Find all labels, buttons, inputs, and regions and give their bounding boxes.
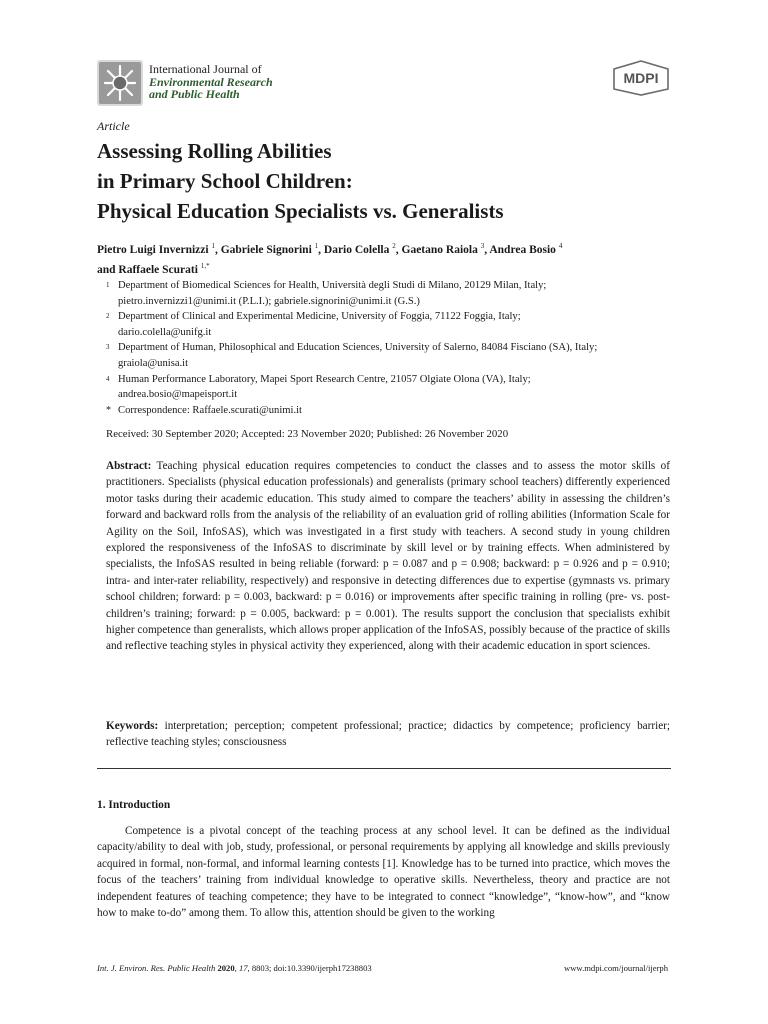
publication-dates: Received: 30 September 2020; Accepted: 23 November 2020; Published: 26 November 2020	[106, 428, 509, 440]
affiliation-number: 1	[106, 281, 110, 289]
affiliation-line: Human Performance Laboratory, Mapei Sport Research Centre, 21057 Olgiate Olona (VA), Italy;	[118, 373, 531, 385]
affiliation-item	[97, 278, 677, 309]
correspondence-mark: *	[106, 404, 111, 416]
keywords-label: Keywords:	[106, 720, 159, 732]
footer-journal-url[interactable]: www.mdpi.com/journal/ijerph	[564, 963, 668, 973]
footer-citation: Int. J. Environ. Res. Public Health 2020, 17, 8803; doi:10.3390/ijerph17238803	[97, 963, 372, 973]
journal-name-line2: Environmental Research	[149, 74, 273, 89]
author-name: and Raffaele Scurati	[97, 264, 198, 277]
footer-doi: , 8803; doi:10.3390/ijerph17238803	[247, 963, 372, 973]
author-name: Dario Colella	[323, 243, 390, 256]
journal-name-line3: and Public Health	[149, 87, 240, 101]
article-title	[97, 136, 677, 226]
section-heading: 1. Introduction	[97, 799, 171, 811]
affiliation-email[interactable]: graiola@unisa.it	[118, 357, 189, 369]
abstract-label: Abstract:	[106, 460, 152, 472]
author-affiliation-mark: 1	[211, 242, 215, 250]
footer-year: 2020	[217, 963, 235, 973]
affiliation-item	[97, 309, 677, 340]
title-line3: Physical Education Specialists vs. Generalists	[97, 199, 504, 223]
title-line2: in Primary School Children:	[97, 169, 353, 193]
author-affiliation-mark: 1,*	[200, 262, 210, 271]
journal-name	[149, 63, 273, 101]
mdpi-logo-icon	[611, 60, 671, 96]
author-separator: ,	[318, 243, 324, 256]
journal-logo-icon	[97, 60, 143, 106]
article-type: Article	[97, 119, 130, 133]
affiliation-number: 4	[106, 374, 110, 383]
mdpi-logo-text: MDPI	[623, 70, 659, 86]
section-divider	[97, 768, 671, 769]
footer-journal-abbrev: Int. J. Environ. Res. Public Health	[97, 963, 216, 973]
author-affiliation-mark: 3	[480, 242, 485, 250]
affiliation-line: Department of Biomedical Sciences for Health, Università degli Studi di Milano, 20129 Milan, Italy;	[118, 280, 547, 291]
affiliation-email[interactable]: dario.colella@unifg.it	[118, 326, 212, 338]
affiliation-list	[97, 278, 677, 418]
affiliation-email[interactable]: pietro.invernizzi1@unimi.it (P.L.I.); gabriele.signorini@unimi.it (G.S.)	[118, 295, 420, 307]
author-affiliation-mark: 2	[392, 242, 396, 250]
title-line1: Assessing Rolling Abilities	[97, 139, 332, 163]
author-affiliation-mark: 4	[558, 242, 563, 250]
affiliation-line: Department of Human, Philosophical and Education Sciences, University of Salerno, 84084 Fisciano (SA), Italy;	[118, 342, 598, 354]
footer-volume: 17	[238, 963, 248, 973]
affiliation-email[interactable]: andrea.bosio@mapeisport.it	[118, 389, 238, 401]
author-name: Gabriele Signorini	[220, 243, 312, 256]
introduction-paragraph: Competence is a pivotal concept of the teaching process at any school level. It can be defined as the individual capacity/ability to deal with job, study, professional, or personal requirements by applying all knowledge and skills previously acquired in formal, non-formal, and informal learning contests [1]. Knowledge has to be turned into practice, which moves the focus of the teachers’ training from individual knowledge to operative skills. Nevertheless, theory and practice are not independent features of teaching competence; they have to be integrated to connect “knowledge”, “know-how”, and “know how to make to-do” among them. To allow this, attention should be given to the working	[97, 825, 670, 920]
keywords	[106, 718, 670, 751]
correspondence-email[interactable]: Correspondence: Raffaele.scurati@unimi.it	[118, 404, 303, 416]
affiliation-number: 2	[106, 312, 110, 321]
author-separator: ,	[484, 243, 490, 256]
affiliation-item	[97, 340, 677, 371]
author-name: Pietro Luigi Invernizzi	[97, 243, 209, 256]
author-separator: ,	[214, 243, 221, 256]
abstract-text: Teaching physical education requires competencies to conduct the classes and to assess the motor skills of practitioners. Specialists (physical education professionals) and generalists (primary school teachers) differently experienced motor tasks during their academic education. This study aimed to compare the teachers’ ability in assessing the children’s forward and backward rolls from the analysis of the reliability of an evaluation grid of rolling abilities (Information Scale for Agility on the Soil, InfoSAS), which was investigated in a first study with teachers. A second study in young children explored the responsiveness of the InfoSAS to discriminate by skill level or by training effects. When administered by specialists, the InfoSAS resulted in being reliable (forward: p = 0.087 and p = 0.908; backward: p = 0.926 and p = 0.910; intra- and inter-rater reliability, respectively) and responsive in detecting differences due to expertise (gymnasts vs. primary school children; forward: p = 0.003, backward: p = 0.016) or improvements after specific training in rolling (pre- vs. post-children’s training; forward: p = 0.005, backward: p = 0.001). The results support the conclusion that specialists exhibit higher competence than generalists, which allows proper application of the InfoSAS, possibly because of the practice of skills and reflective teaching styles in physical activity they experienced, along with their academic education in sport sciences.	[106, 460, 670, 653]
correspondence	[97, 403, 677, 419]
affiliation-number: 3	[106, 343, 110, 352]
abstract	[106, 458, 670, 655]
author-affiliation-mark: 1	[314, 242, 319, 250]
affiliation-line: Department of Clinical and Experimental Medicine, University of Foggia, 71122 Foggia, Italy;	[118, 311, 521, 323]
journal-name-line1: International Journal of	[149, 62, 262, 76]
author-name: Andrea Bosio	[489, 243, 556, 256]
author-list	[97, 238, 677, 279]
author-name: Gaetano Raiola	[401, 243, 478, 256]
author-separator: ,	[395, 243, 402, 256]
affiliation-item	[97, 372, 677, 403]
keywords-text: interpretation; perception; competent professional; practice; didactics by competence; proficiency barrier; reflective teaching styles; consciousness	[106, 720, 671, 749]
